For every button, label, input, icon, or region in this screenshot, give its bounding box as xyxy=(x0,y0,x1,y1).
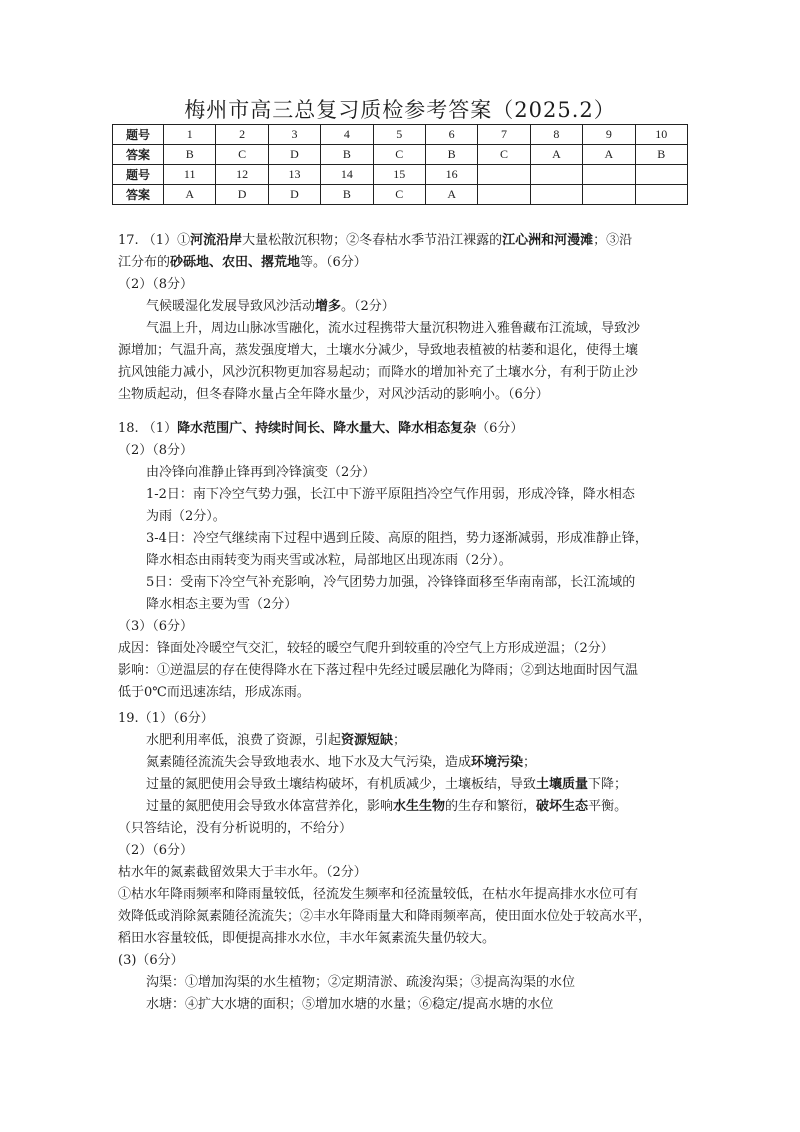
table-cell: C xyxy=(373,185,425,205)
text-line: （只答结论，没有分析说明的，不给分） xyxy=(118,821,353,836)
table-cell xyxy=(478,185,530,205)
table-cell: A xyxy=(425,185,477,205)
table-cell xyxy=(635,185,687,205)
table-cell xyxy=(530,185,582,205)
text-line: 过量的氮肥使用会导致水体富营养化，影响水生生物的生存和繁衍，破坏生态平衡。 xyxy=(146,799,628,814)
answer-header: 答案 xyxy=(113,185,164,205)
table-cell: D xyxy=(268,145,320,165)
text-line: 降水相态由雨转变为雨夹雪或冰粒，局部地区出现冻雨（2分）。 xyxy=(146,553,512,568)
text-line: 过量的氮肥使用会导致土壤结构破坏，有机质减少，土壤板结，导致土壤质量下降； xyxy=(146,777,628,792)
text-line: 效降低或消除氮素随径流流失；②丰水年降雨量大和降雨频率高，使田面水位处于较高水平， xyxy=(118,909,652,924)
table-cell: 1 xyxy=(164,125,216,145)
table-cell: 3 xyxy=(268,125,320,145)
answer-header: 答案 xyxy=(113,145,164,165)
text-line: 尘物质起动，但冬春降水量占全年降水量少，对风沙活动的影响小。（6分） xyxy=(118,387,549,402)
text-line: 19.（1）（6分） xyxy=(118,711,214,726)
question-header: 题号 xyxy=(113,125,164,145)
answer-table xyxy=(112,124,688,205)
text-line: 17. （1）①河流沿岸大量松散沉积物；②冬春枯水季节沿江裸露的江心洲和河漫滩；③沿 xyxy=(118,233,633,248)
text-line: 抗风蚀能力减小，风沙沉积物更加容易起动；而降水的增加补充了土壤水分，有利于防止沙 xyxy=(118,365,639,380)
text-line: 1-2日：南下冷空气势力强，长江中下游平原阻挡冷空气作用弱，形成冷锋，降水相态 xyxy=(146,487,635,502)
table-cell: 4 xyxy=(321,125,373,145)
text-line: (3)（6分） xyxy=(118,953,184,968)
table-cell: B xyxy=(164,145,216,165)
table-cell: 7 xyxy=(478,125,530,145)
text-line: 源增加；气温升高，蒸发强度增大，土壤水分减少，导致地表植被的枯萎和退化，使得土壤 xyxy=(118,343,639,358)
text-line: 气候暖湿化发展导致风沙活动增多。（2分） xyxy=(146,299,395,314)
table-cell: B xyxy=(635,145,687,165)
table-row xyxy=(113,165,688,185)
table-cell: 11 xyxy=(164,165,216,185)
text-line: 氮素随径流流失会导致地表水、地下水及大气污染，造成环境污染； xyxy=(146,755,537,770)
text-line: 江分布的砂砾地、农田、撂荒地等。（6分） xyxy=(118,255,367,270)
text-line: 稻田水容量较低，即便提高排水水位，丰水年氮素流失量仍较大。 xyxy=(118,931,496,946)
text-line: 水塘：④扩大水塘的面积；⑤增加水塘的水量；⑥稳定/提高水塘的水位 xyxy=(146,997,554,1012)
text-line: （3）（6分） xyxy=(118,619,194,634)
table-cell xyxy=(635,165,687,185)
table-cell: C xyxy=(216,145,268,165)
table-cell xyxy=(530,165,582,185)
text-line: 成因：锋面处冷暖空气交汇，较轻的暖空气爬升到较重的冷空气上方形成逆温；（2分） xyxy=(118,641,614,656)
table-row xyxy=(113,125,688,145)
question-17 xyxy=(118,230,698,406)
text-line: 为雨（2分）。 xyxy=(146,509,226,524)
table-cell: B xyxy=(425,145,477,165)
table-cell: A xyxy=(530,145,582,165)
text-line: 由冷锋向准静止锋再到冷锋演变（2分） xyxy=(146,465,376,480)
text-line: （2）（6分） xyxy=(118,843,194,858)
text-line: 18. （1）降水范围广、持续时间长、降水量大、降水相态复杂（6分） xyxy=(118,421,524,436)
table-cell: B xyxy=(321,185,373,205)
table-cell: 13 xyxy=(268,165,320,185)
table-cell: 9 xyxy=(583,125,635,145)
table-cell: A xyxy=(583,145,635,165)
table-row xyxy=(113,185,688,205)
text-line: （2）（8分） xyxy=(118,277,194,292)
page-title: 梅州市高三总复习质检参考答案（2025.2） xyxy=(184,98,616,122)
text-line: 低于0℃而迅速冻结，形成冻雨。 xyxy=(118,685,310,700)
table-cell: C xyxy=(373,145,425,165)
text-line: （2）（8分） xyxy=(118,443,194,458)
table-cell: 15 xyxy=(373,165,425,185)
text-line: 气温上升，周边山脉冰雪融化，流水过程携带大量沉积物进入雅鲁藏布江流域，导致沙 xyxy=(146,321,641,336)
text-line: ①枯水年降雨频率和降雨量较低，径流发生频率和径流量较低，在枯水年提高排水水位可有 xyxy=(118,887,639,902)
table-cell: 16 xyxy=(425,165,477,185)
table-cell: D xyxy=(216,185,268,205)
question-19 xyxy=(118,708,698,1016)
table-cell: 12 xyxy=(216,165,268,185)
text-line: 3-4日：冷空气继续南下过程中遇到丘陵、高原的阻挡，势力逐渐减弱，形成准静止锋， xyxy=(146,531,648,546)
table-cell: A xyxy=(164,185,216,205)
table-cell: D xyxy=(268,185,320,205)
table-cell: 2 xyxy=(216,125,268,145)
text-line: 影响：①逆温层的存在使得降水在下落过程中先经过暖层融化为降雨；②到达地面时因气温 xyxy=(118,663,639,678)
table-cell: 14 xyxy=(321,165,373,185)
text-line: 枯水年的氮素截留效果大于丰水年。（2分） xyxy=(118,865,367,880)
table-cell: 5 xyxy=(373,125,425,145)
table-cell: 10 xyxy=(635,125,687,145)
table-cell: 6 xyxy=(425,125,477,145)
table-cell: C xyxy=(478,145,530,165)
table-cell: B xyxy=(321,145,373,165)
table-row xyxy=(113,145,688,165)
text-line: 水肥利用率低，浪费了资源，引起资源短缺； xyxy=(146,733,407,748)
question-18 xyxy=(118,418,698,704)
table-cell: 8 xyxy=(530,125,582,145)
table-cell xyxy=(583,165,635,185)
table-cell xyxy=(583,185,635,205)
question-header: 题号 xyxy=(113,165,164,185)
text-line: 5日：受南下冷空气补充影响，冷气团势力加强，冷锋锋面移至华南南部，长江流域的 xyxy=(146,575,636,590)
table-cell xyxy=(478,165,530,185)
text-line: 降水相态主要为雪（2分） xyxy=(146,597,298,612)
text-line: 沟渠：①增加沟渠的水生植物；②定期清淤、疏浚沟渠；③提高沟渠的水位 xyxy=(146,975,576,990)
